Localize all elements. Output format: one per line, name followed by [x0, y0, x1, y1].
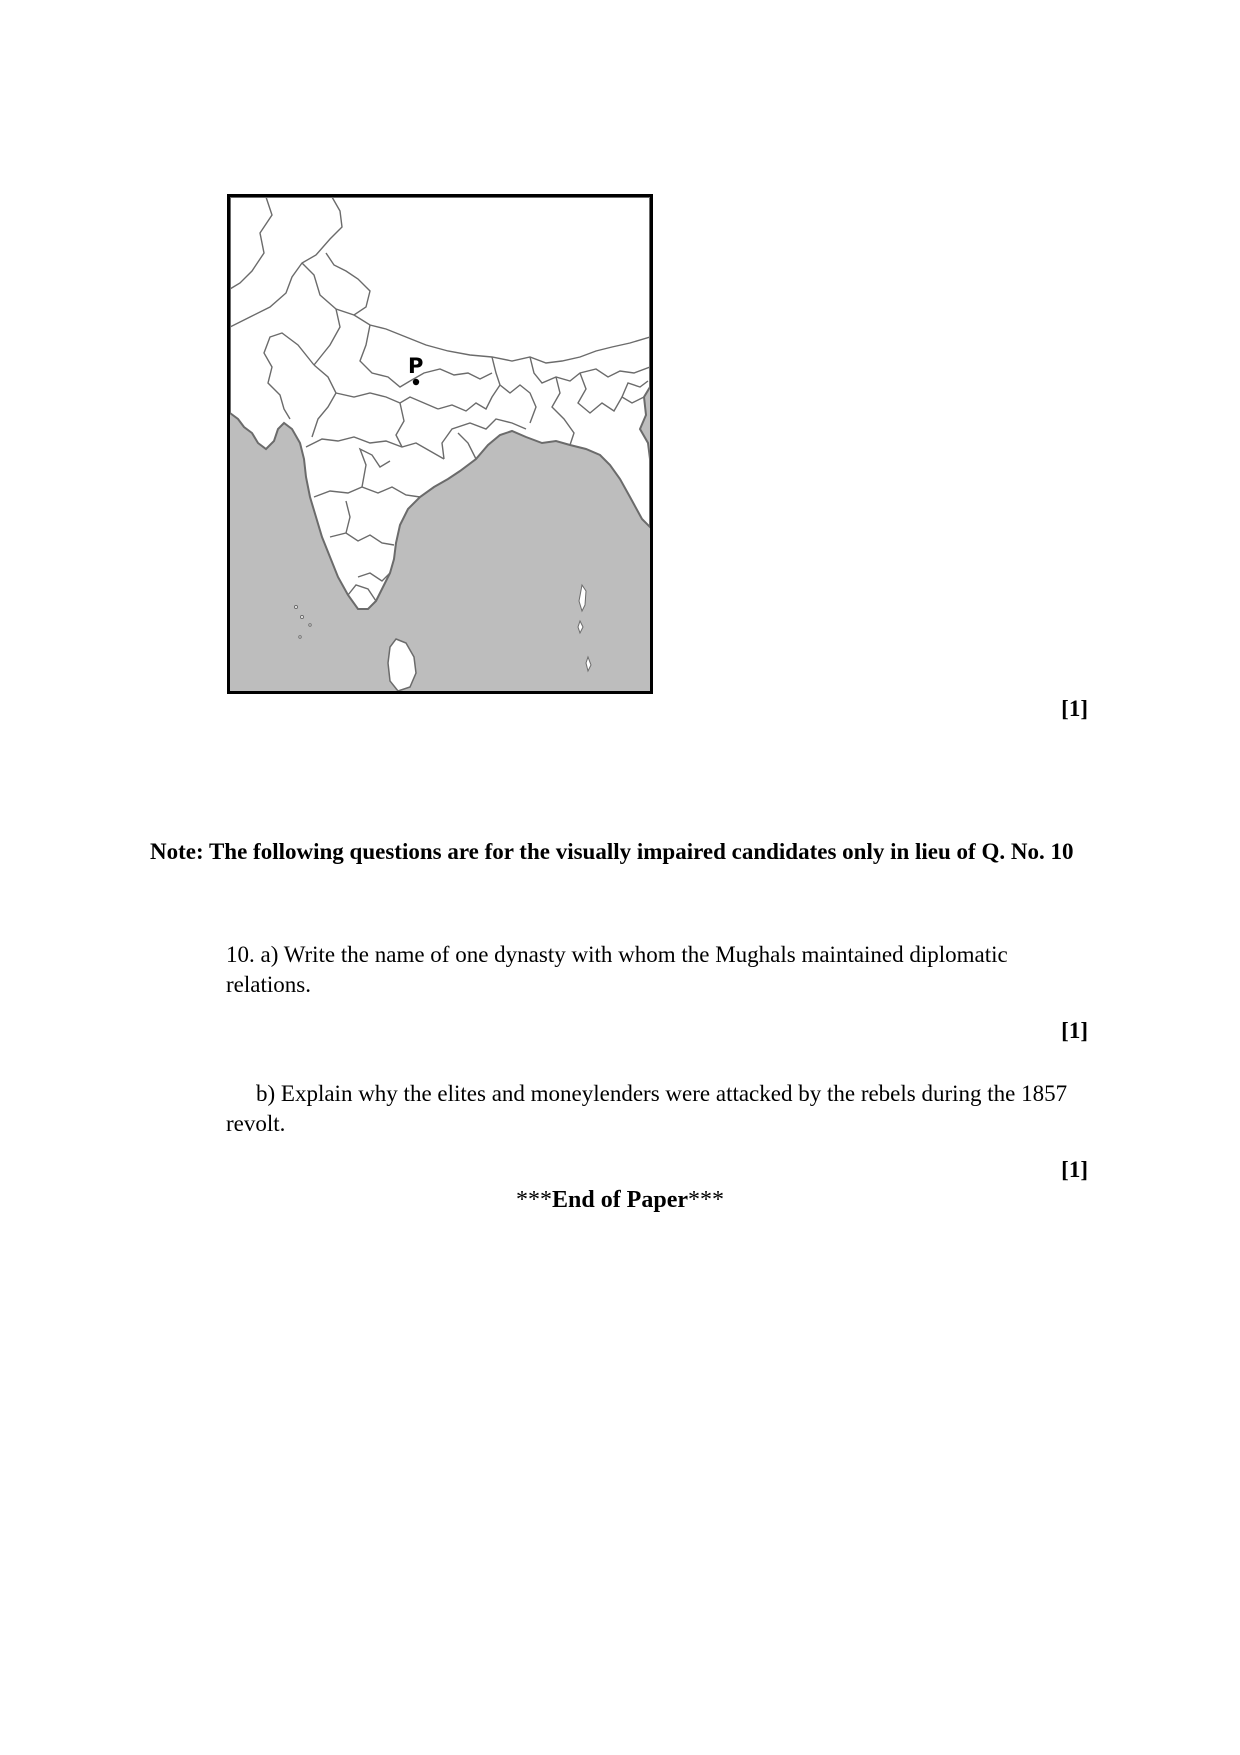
question-10b-marks: [1]: [1061, 1157, 1088, 1182]
point-p-dot: [413, 379, 419, 385]
end-of-paper: [0, 1187, 1240, 1214]
map-drawing: [230, 197, 650, 691]
visually-impaired-note: Note: The following questions are for the visually impaired candidates only in lieu of Q. No. 10: [150, 839, 1074, 864]
india-outline-map: [227, 194, 653, 694]
end-stars-left: ***: [515, 1187, 552, 1213]
map-marks: [1]: [1061, 696, 1088, 721]
question-10a-marks: [1]: [1061, 1018, 1088, 1043]
end-text: End of Paper: [551, 1187, 688, 1213]
question-10b: b) Explain why the elites and moneylenders were attacked by the rebels during the 1857 revolt.: [226, 1081, 1068, 1136]
question-10a: 10. a) Write the name of one dynasty with whom the Mughals maintained diplomatic relations.: [226, 942, 1008, 997]
point-p-label: P: [408, 354, 424, 378]
end-stars-right: ***: [688, 1187, 724, 1213]
